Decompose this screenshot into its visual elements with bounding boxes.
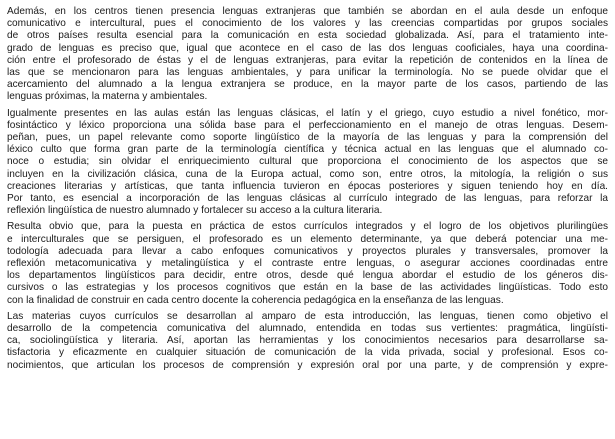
text-line: las que se mencionaron para las lenguas ambientales, y para unificar la terminología. No se puede olvidar que el bbox=[7, 67, 608, 79]
text-line: reflexión lingüística de nuestro alumnado y fortalecer su acceso a la cultura literaria. bbox=[7, 205, 383, 217]
document-page bbox=[7, 6, 608, 376]
text-line: comunicativo e intercultural, pues el conocimiento de los valores y las creencias compartidas por grupos sociales bbox=[7, 18, 608, 30]
text-line: Además, en los centros tienen presencia lenguas extranjeras que también se abordan en el aula desde un enfoque bbox=[7, 6, 608, 17]
text-line: los departamentos lingüísticos para decidir, entre otros, desde qué lengua abordar el estudio de los géneros dis- bbox=[7, 270, 608, 282]
text-line: desarrollo de la competencia comunicativa del alumnado, entendida en todas sus vertientes: pragmática, lingüísti- bbox=[7, 323, 608, 335]
text-line: Las materias cuyos currículos se desarrollan al amparo de esta introducción, las lenguas, tienen como objetivo el bbox=[7, 310, 608, 322]
text-line: Igualmente presentes en las aulas están las lenguas clásicas, el latín y el griego, cuyo estudio a nivel fonético, mor- bbox=[7, 107, 608, 119]
text-line: acercamiento del alumnado a la lengua extranjera se produce, en la mayor parte de los casos, partiendo de las bbox=[7, 79, 608, 91]
paragraph-subjects-competence bbox=[7, 311, 608, 372]
text-line: incluyen en la civilización clásica, cuna de la Europa actual, como son, entre otros, la mitología, la religión o sus bbox=[7, 168, 608, 180]
text-line: cursivos o las estrategias y los procesos cognitivos que están en la base de las actividades lingüísticas. Todo esto bbox=[7, 282, 608, 294]
text-line: noce o estudia; sin olvidar el enriquecimiento cultural que proporciona el conocimiento de los aspectos que se bbox=[7, 156, 608, 168]
text-line: grado de lenguas es preciso que, igual que acontece en el caso de las dos lenguas cooficiales, haya una coordina- bbox=[7, 42, 608, 54]
text-line: reflexión metacomunicativa y metalingüística y el contraste entre lenguas, o asegurar acciones coordinadas entre bbox=[7, 258, 608, 270]
text-line: lenguas próximas, la materna y ambientales. bbox=[7, 91, 208, 103]
paragraph-classical-languages bbox=[7, 108, 608, 218]
text-line: con la finalidad de construir en cada centro docente la coherencia pedagógica en la enseñanza de las lenguas. bbox=[7, 294, 504, 306]
text-line: nocimientos, que articulan los procesos de comprensión y expresión oral por una parte, y de comprensión y expre- bbox=[7, 359, 608, 371]
text-line: tisfactoria y eficazmente en cualquier situación de comunicación de la vida privada, social y profesional. Esos co- bbox=[7, 347, 608, 359]
text-line: creaciones literarias y artísticas, que tanta influencia tuvieron en épocas posteriores y siguen teniendo hoy en día. bbox=[7, 180, 608, 192]
paragraph-teaching-staff bbox=[7, 221, 608, 306]
text-line: ción entre el profesorado de éstas y el de lenguas extranjeras, para evitar la repetición de contenidos en la línea de bbox=[7, 54, 608, 66]
text-line: léxico culto que forma gran parte de la terminología científica y técnica actual en las lenguas que el alumnado co- bbox=[7, 144, 608, 156]
text-line: de otros países resulta esencial para la comunicación en esta sociedad globalizada. Así, para el tratamiento inte- bbox=[7, 30, 608, 42]
text-line: Resulta obvio que, para la puesta en práctica de estos currículos integrados y el logro de los objetivos plurilingües bbox=[7, 221, 608, 233]
text-line: e interculturales que se persiguen, el profesorado es un elemento determinante, ya que deberá potenciar una me- bbox=[7, 233, 608, 245]
text-line: peñan, pues, un papel relevante como soporte lingüístico de la mayoría de las lenguas y para la comprensión del bbox=[7, 132, 608, 144]
text-line: ca, sociolingüística y literaria. Así, aportan las herramientas y los conocimientos necesarios para desarrollarse sa- bbox=[7, 335, 608, 347]
text-line: Por tanto, es esencial a incorporación de las lenguas clásicas al currículo integrado de las lenguas, para reforzar la bbox=[7, 193, 608, 205]
text-line: todología adecuada para llevar a cabo enfoques comunicativos y proyectos plurales y transversales, promover la bbox=[7, 245, 608, 257]
paragraph-foreign-languages bbox=[7, 6, 608, 104]
text-line: fosintáctico y léxico proporciona una sólida base para el perfeccionamiento en el manejo de otras lenguas. Desem- bbox=[7, 119, 608, 131]
